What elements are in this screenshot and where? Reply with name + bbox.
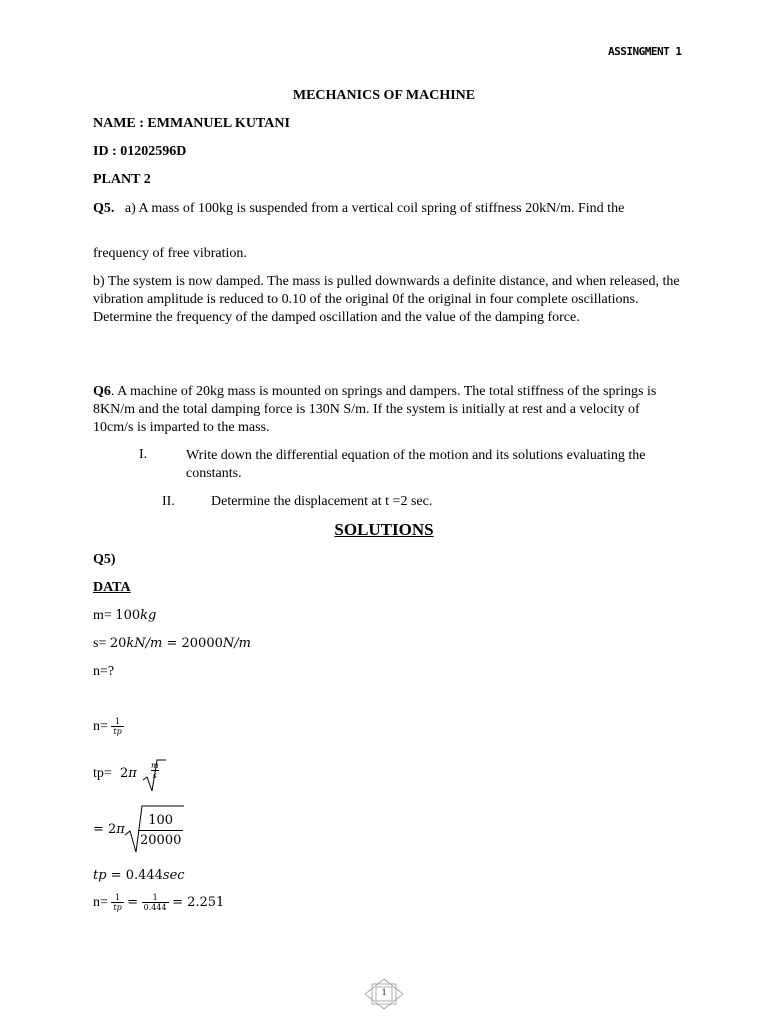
two: 2 [120,766,129,781]
mass-unit: kg [140,608,157,623]
data-label: DATA [93,580,131,595]
equals-two: = 2 [93,822,117,837]
q6-question [93,383,683,437]
student-id: ID : 01202596D [93,144,187,159]
stiffness-converted: = 20000 [162,636,223,651]
fraction-numerator: 1 [152,893,158,902]
q5-part-b: b) The system is now damped. The mass is pulled downwards a definite distance, and when released, the vibration amplitude is reduced to 0.10 of the original 0f the original in four complete oscillations. Determine the frequency of the damped oscillation and the value of the damping force. [93,274,680,325]
q6-item-1-text: Write down the differential equation of the motion and its solutions evaluating the constants. [186,448,646,481]
one-over-0444-fraction [142,894,169,912]
fraction-denominator: 0.444 [143,903,167,912]
denominator-20000: 20000 [138,830,183,847]
student-name: NAME : EMMANUEL KUTANI [93,116,290,131]
stiffness-line [93,636,251,652]
page-number: 1 [381,987,387,997]
frequency-unknown: n=? [93,664,115,679]
one-over-tp-fraction [111,894,123,912]
q6-label: Q6 [93,384,111,399]
fraction-denominator: tp [113,727,122,736]
q6-item-2-text: Determine the displacement at t =2 sec. [211,494,433,509]
s-symbol: s [152,771,157,780]
mass-value: 100 [115,608,141,623]
plant-label: PLANT 2 [93,172,151,187]
period-prefix: tp= [93,766,112,781]
period-result [93,868,185,883]
mass-line [93,608,156,624]
stiffness-converted-unit: N/m [222,636,251,651]
m-symbol: m [151,761,159,770]
assignment-header: ASSINGMENT 1 [608,45,682,58]
frequency-result [93,894,224,912]
stiffness-prefix: s= [93,636,110,651]
pi-symbol: π [128,766,137,781]
q5-label: Q5. [93,201,115,216]
fraction-numerator: 1 [115,893,121,902]
fraction-numerator: 1 [115,717,121,726]
equals-sign: = [127,895,139,911]
q6-text: . A machine of 20kg mass is mounted on springs and dampers. The total stiffness of the springs is 8KN/m and the total damping force is 130N S/m. If the system is initially at rest and a velocity of 10cm/s is imparted to the mass. [93,384,657,435]
document-title: MECHANICS OF MACHINE [292,88,476,103]
q5-part-a [93,200,683,218]
equals-two-pi [93,822,125,837]
mass-prefix: m= [93,608,116,623]
q6-item-1-number: I. [139,447,148,462]
stiffness-unit: kN/m [126,636,163,651]
stiffness-value: 20 [109,636,127,651]
tp-unit: sec [162,868,185,883]
frequency-value: = 2.251 [172,895,225,911]
q5-a-text: a) A mass of 100kg is suspended from a vertical coil spring of stiffness 20kN/m. Find the [124,201,625,216]
frequency-definition [93,718,124,736]
m-over-s-fraction [149,762,161,780]
pi-symbol: π [116,822,125,837]
tp-variable: tp [93,868,107,883]
frequency-prefix: n= [93,719,108,735]
q5-part-a-continued: frequency of free vibration. [93,246,247,261]
mass-over-stiffness-fraction [138,814,183,847]
two-pi [120,766,137,781]
q6-item-2-number: II. [162,494,175,509]
one-over-tp-fraction [111,718,123,736]
fraction-denominator: tp [113,903,122,912]
frequency-prefix: n= [93,895,108,911]
numerator-100: 100 [148,813,174,828]
page-number-badge [364,978,404,1010]
solutions-heading: SOLUTIONS [334,520,434,539]
solution-q5-label: Q5) [93,552,116,567]
tp-value: = 0.444 [106,868,163,883]
